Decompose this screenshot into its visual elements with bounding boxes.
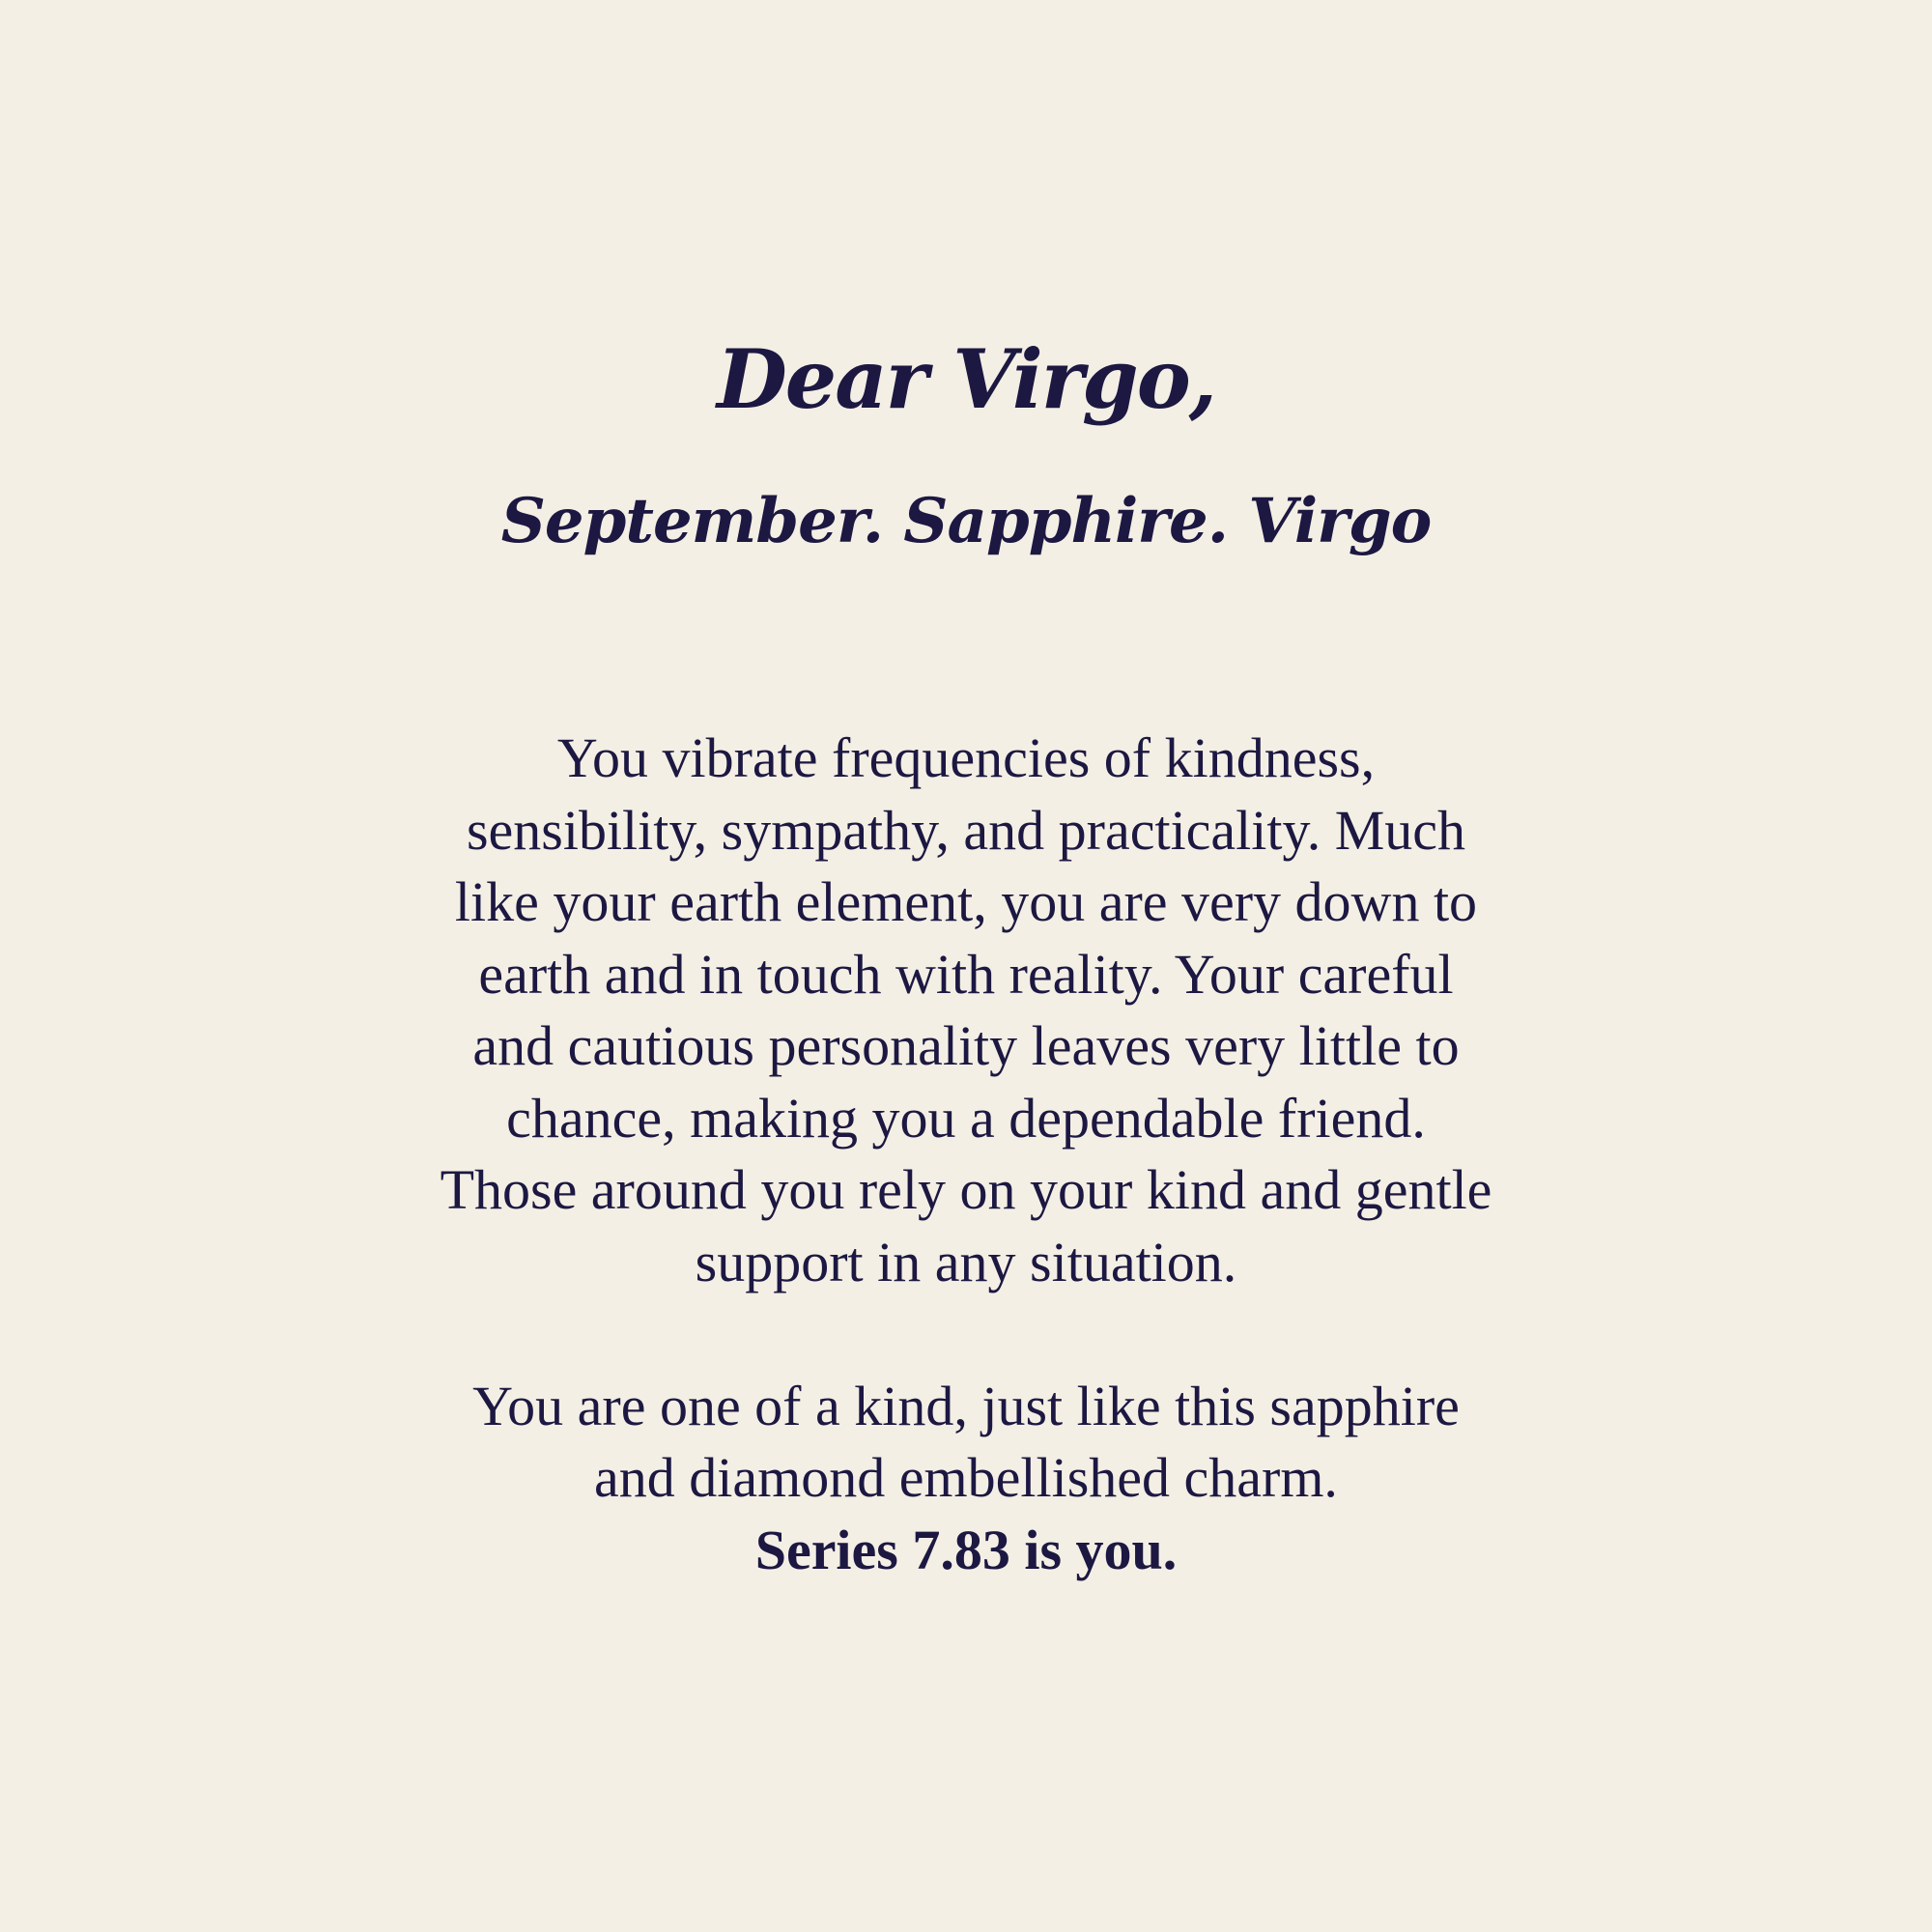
text-line: and cautious personality leaves very little to — [472, 1014, 1460, 1077]
text-line: earth and in touch with reality. Your careful — [478, 942, 1454, 1006]
text-line: Those around you rely on your kind and gentle — [440, 1158, 1492, 1221]
paragraph-description — [290, 723, 1642, 1298]
text-line: sensibility, sympathy, and practicality. Much — [466, 798, 1466, 862]
greeting-heading: Dear Virgo, — [716, 331, 1216, 427]
paragraph-closing — [290, 1371, 1642, 1587]
text-line: like your earth element, you are very down to — [454, 870, 1478, 933]
letter-body — [290, 723, 1642, 1586]
text-line: support in any situation. — [695, 1230, 1237, 1293]
text-line: chance, making you a dependable friend. — [506, 1086, 1426, 1150]
paragraph-spacer — [290, 1298, 1642, 1371]
subtitle: September. Sapphire. Virgo — [500, 485, 1432, 557]
text-line: and diamond embellished charm. — [594, 1446, 1338, 1509]
text-line: You vibrate frequencies of kindness, — [556, 726, 1376, 789]
text-line: You are one of a kind, just like this sapphire — [472, 1374, 1460, 1437]
closing-line: Series 7.83 is you. — [754, 1518, 1178, 1581]
